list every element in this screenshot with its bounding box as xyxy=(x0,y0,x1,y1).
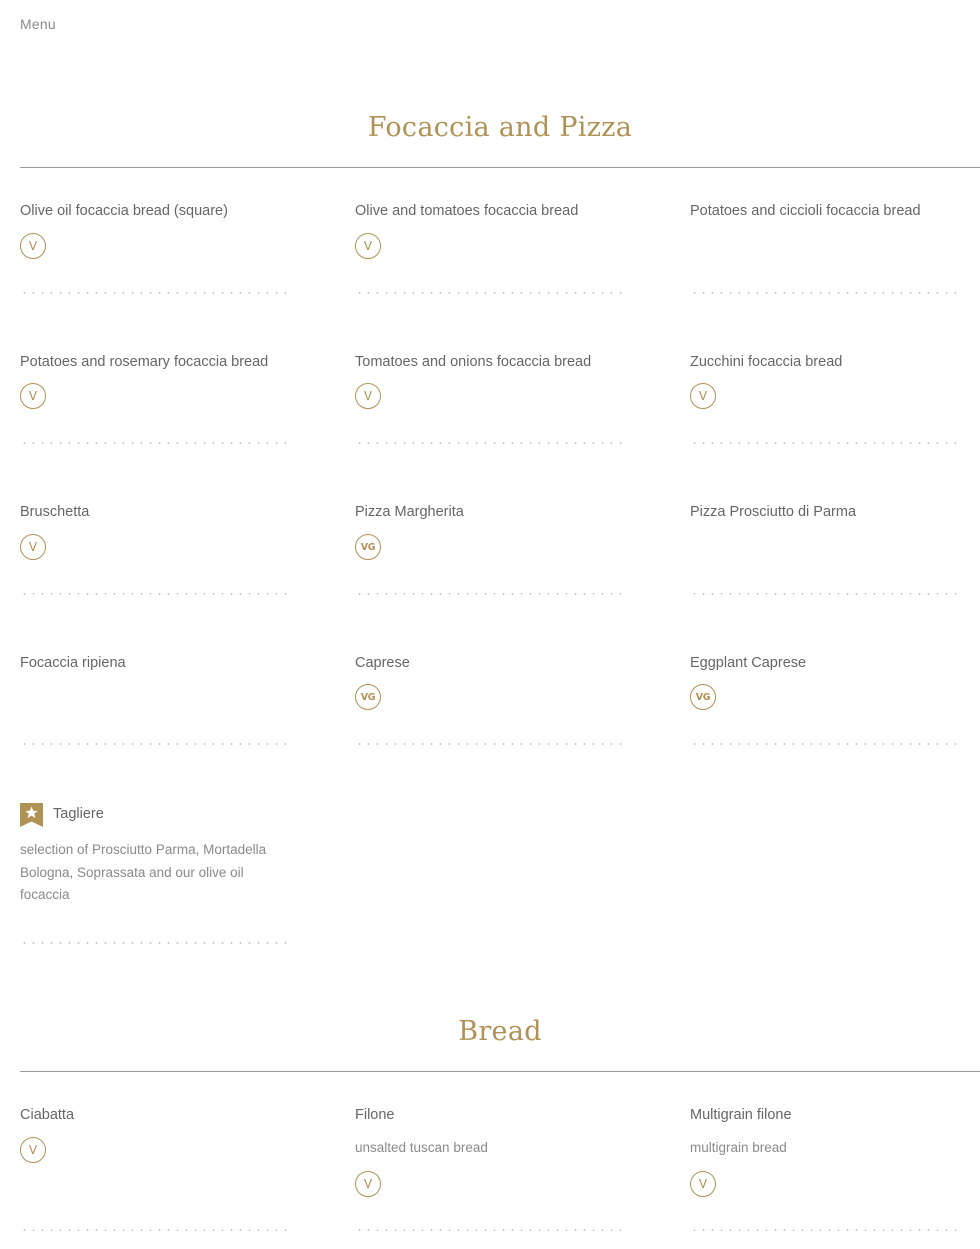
item-name: Ciabatta xyxy=(20,1107,75,1123)
section-divider xyxy=(20,1071,980,1072)
dotted-separator xyxy=(355,593,625,595)
item-name: Caprese xyxy=(355,655,410,671)
menu-item[interactable] xyxy=(355,202,625,253)
item-description: unsalted tuscan bread xyxy=(355,1140,488,1155)
section-title: Bread xyxy=(458,1016,542,1047)
menu-item[interactable] xyxy=(690,353,960,403)
item-description: selection of Prosciutto Parma, Mortadella Bologna, Soprassata and our olive oil focaccia xyxy=(20,842,267,902)
dotted-separator xyxy=(690,593,960,595)
vegetarian-badge: V xyxy=(20,1137,46,1163)
item-name: Olive and tomatoes focaccia bread xyxy=(355,203,579,219)
item-name: Potatoes and rosemary focaccia bread xyxy=(20,354,269,370)
menu-item[interactable] xyxy=(355,1106,625,1191)
menu-item[interactable] xyxy=(20,1106,290,1157)
item-name: Potatoes and ciccioli focaccia bread xyxy=(690,203,921,219)
menu-item[interactable] xyxy=(20,202,290,253)
dotted-separator xyxy=(20,292,290,294)
menu-item[interactable] xyxy=(690,1106,960,1191)
item-name: Eggplant Caprese xyxy=(690,655,807,671)
vegan-badge: VG xyxy=(355,534,381,560)
vegetarian-badge: V xyxy=(355,383,381,409)
star-bookmark-icon xyxy=(20,803,43,827)
menu-link[interactable]: Menu xyxy=(20,16,56,32)
dotted-separator xyxy=(690,743,960,745)
menu-item[interactable] xyxy=(355,503,625,553)
item-name: Zucchini focaccia bread xyxy=(690,354,843,370)
dotted-separator xyxy=(355,1229,625,1231)
vegan-badge: VG xyxy=(355,684,381,710)
dotted-separator xyxy=(20,1229,290,1231)
menu-item[interactable] xyxy=(355,353,625,403)
vegetarian-badge: V xyxy=(355,1171,381,1197)
item-description: multigrain bread xyxy=(690,1140,787,1155)
menu-item[interactable] xyxy=(20,353,290,403)
section-bread xyxy=(20,1016,980,1249)
item-name: Olive oil focaccia bread (square) xyxy=(20,203,228,219)
menu-item[interactable] xyxy=(20,654,290,672)
section-focaccia-and-pizza xyxy=(20,112,980,972)
menu-item[interactable] xyxy=(690,503,960,521)
vegetarian-badge: V xyxy=(20,383,46,409)
item-name: Multigrain filone xyxy=(690,1107,792,1123)
item-name: Pizza Prosciutto di Parma xyxy=(690,504,857,520)
dotted-separator xyxy=(20,442,290,444)
item-name: Bruschetta xyxy=(20,504,90,520)
section-title: Focaccia and Pizza xyxy=(367,112,633,143)
dotted-separator xyxy=(355,292,625,294)
menu-item[interactable] xyxy=(20,503,290,554)
dotted-separator xyxy=(20,593,290,595)
menu-item[interactable] xyxy=(355,654,625,703)
vegetarian-badge: V xyxy=(20,233,46,259)
item-name: Tagliere xyxy=(53,806,104,822)
vegetarian-badge: V xyxy=(20,534,46,560)
dotted-separator xyxy=(690,442,960,444)
vegetarian-badge: V xyxy=(690,383,716,409)
item-name: Pizza Margherita xyxy=(355,504,464,520)
dotted-separator xyxy=(20,743,290,745)
dotted-separator xyxy=(355,442,625,444)
dotted-separator xyxy=(20,942,290,944)
item-name: Filone xyxy=(355,1107,395,1123)
item-name: Tomatoes and onions focaccia bread xyxy=(355,354,592,370)
vegan-badge: VG xyxy=(690,684,716,710)
dotted-separator xyxy=(355,743,625,745)
featured-menu-item[interactable] xyxy=(20,805,290,907)
vegetarian-badge: V xyxy=(690,1171,716,1197)
menu-item[interactable] xyxy=(690,654,960,703)
dotted-separator xyxy=(690,292,960,294)
item-name: Focaccia ripiena xyxy=(20,655,126,671)
dotted-separator xyxy=(690,1229,960,1231)
menu-item[interactable] xyxy=(690,202,960,220)
vegetarian-badge: V xyxy=(355,233,381,259)
section-divider xyxy=(20,167,980,168)
